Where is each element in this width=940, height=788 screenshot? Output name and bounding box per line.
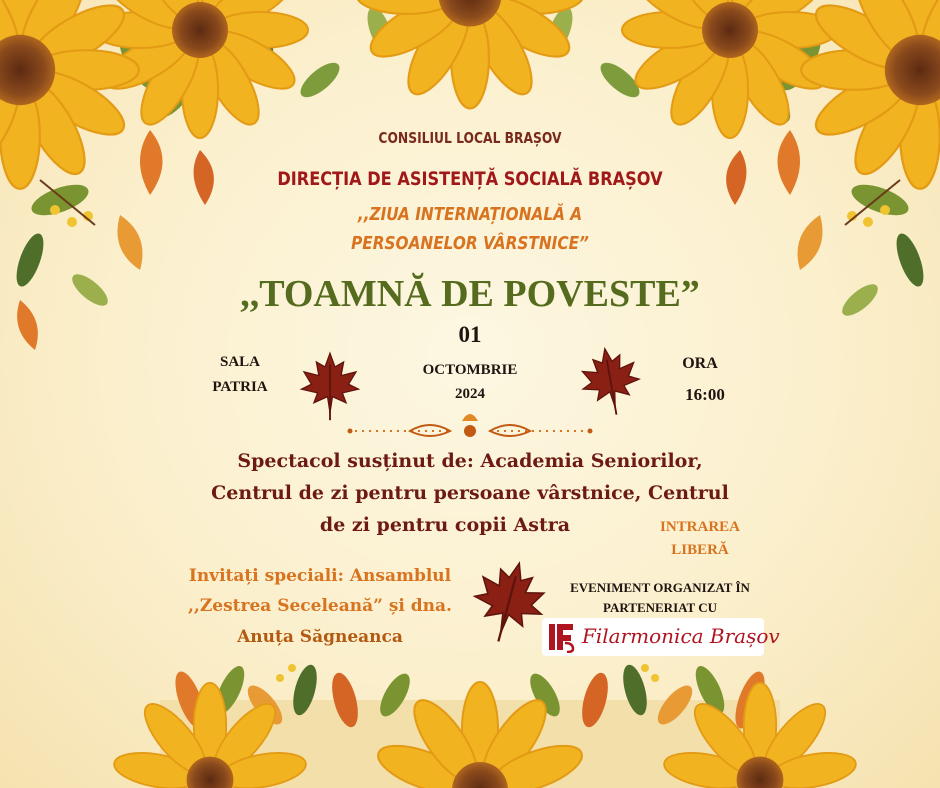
- guests-line-1: Invitați speciali: Ansamblul: [188, 566, 452, 586]
- ornament-divider-icon: [348, 414, 593, 437]
- partner-logo: [542, 618, 780, 656]
- time-label: ORA: [682, 355, 718, 372]
- performers-line-2: Centrul de zi pentru persoane vârstnice, Centrul: [211, 482, 729, 504]
- partner-logo-text: Filarmonica Brașov: [582, 624, 780, 648]
- partner-line-1: EVENIMENT ORGANIZAT ÎN: [570, 580, 750, 595]
- maple-leaf-icon: [301, 353, 358, 420]
- date-year: 2024: [455, 386, 485, 402]
- organizer-council: CONSILIUL LOCAL BRAȘOV: [378, 129, 562, 147]
- sunflower-icon: [357, 0, 584, 108]
- guests-line-3: Anuța Săgneanca: [237, 627, 403, 647]
- event-title: ,,TOAMNĂ DE POVESTE”: [240, 273, 700, 315]
- time-value: 16:00: [685, 385, 725, 404]
- date-day: 01: [458, 322, 482, 347]
- date-month: OCTOMBRIE: [422, 362, 518, 378]
- partner-line-2: PARTENERIAT CU: [602, 600, 718, 615]
- performers-line-3: de zi pentru copii Astra: [319, 514, 571, 536]
- occasion-line-1: ,,ZIUA INTERNAȚIONALĂ A: [357, 204, 583, 225]
- performers-line-1: Spectacol susținut de: Academia Seniorilor,: [237, 450, 703, 472]
- location-line-1: SALA: [219, 354, 260, 370]
- autumn-leaves-left: [17, 130, 214, 350]
- maple-leaf-icon: [577, 344, 645, 420]
- sunflower-icon: [801, 0, 940, 189]
- admission-line-2: LIBERĂ: [671, 542, 729, 558]
- filarmonica-logo-icon: [547, 621, 577, 653]
- guests-line-2: ,,Zestrea Seceleană” și dna.: [188, 596, 452, 616]
- sunflower-icon: [0, 0, 139, 189]
- organizer-directorate: DIRECȚIA DE ASISTENȚĂ SOCIALĂ BRAȘOV: [277, 168, 663, 190]
- admission-line-1: INTRAREA: [659, 519, 740, 535]
- occasion-line-2: PERSOANELOR VÂRSTNICE”: [351, 233, 589, 254]
- location-line-2: PATRIA: [212, 379, 268, 395]
